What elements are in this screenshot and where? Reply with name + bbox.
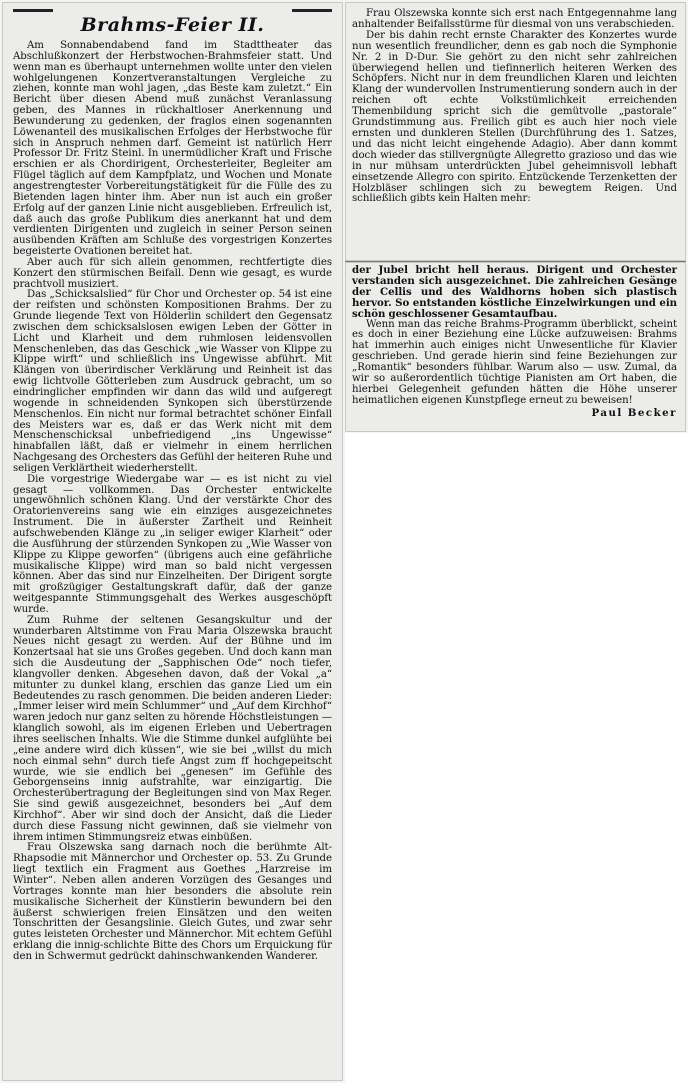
article-column-right-top [345,2,686,261]
headline-rule-right [292,9,332,12]
paragraph: Zum Ruhme der seltenen Gesangskultur und der wunderbaren Altstimme von Frau Maria Olszewska braucht Neues nicht gesagt zu werden. Auf der Bühne und im Konzertsaal hat sie uns Großes gegeben. Und doch kann man sich die Ausdeutung der „Sapphischen Ode“ noch tiefer, klangvoller denken. Abgesehen davon, daß der Vokal „a“ mitunter zu dunkel klang, erschien das ganze Lied um ein Bedeutendes zu rasch genommen. Die beiden anderen Lieder: „Immer leiser wird mein Schlummer“ und „Auf dem Kirchhof“ waren jedoch nur ganz selten zu hörende Höchstleistungen — klanglich sowohl, als im eigenen Erleben und Uebertragen ihres seelischen Inhalts. Wie die Stimme dunkel aufglühte bei „eine andere wird dich küssen“, wie sie bei „willst du mich noch einmal sehn“ durch tiefe Angst zum ff hochgepeitscht wurde, wie sie endlich bei „genesen“ im Gefühle des Geborgenseins innig aufstrahlte, war einzigartig. Die Orchesterübertragung der Begleitungen sind von Max Reger. Sie sind gewiß ausgezeichnet, besonders bei „Auf dem Kirchhof“. Aber wir sind doch der Ansicht, daß die Lieder durch diese Fassung nicht gewinnen, daß sie vielmehr von ihrem intimen Stimmungsreiz etwas einbüßen. [13,614,332,843]
paragraph: Aber auch für sich allein genommen, rechtfertigte dies Konzert den stürmischen Beifall. Denn wie gesagt, es wurde prachtvoll musiziert. [13,256,332,290]
empty-background [345,433,688,1083]
signature-line [352,408,677,419]
author-signature: Paul Becker [591,406,677,419]
paragraph: Am Sonnabendabend fand im Stadttheater das Abschlußkonzert der Herbstwochen-Brahmsfeier statt. Und wenn man es überhaupt unternehmen wollte unter den vielen wohlgelungenen Konzertveranstaltungen Vergleiche zu ziehen, konnte man wohl jagen, „das Beste kam zuletzt.“ Ein Bericht über diesen Abend muß zunächst Veranlassung geben, des Mannes in rückhaltloser Anerkennung und Bewunderung zu gedenken, der fraglos einen sogenannten Löwenanteil des musikalischen Erfolges der Herbstwoche für sich in Anspruch nehmen darf. Gemeint ist natürlich Herr Professor Dr. Fritz Steinl. In unermüdlicher Kraft und Frische erschien er als Chordirigent, Orchesterleiter, Begleiter am Flügel täglich auf dem Kampfplatz, und Wochen und Monate angestrengtester Vorbereitungstätigkeit für die Fülle des zu Bietenden lagen hinter ihm. Aber nun ist auch ein großer Erfolg auf der ganzen Linie nicht ausgeblieben. Erfreulich ist, daß auch das große Publikum dies anerkannt hat und dem verdienten Dirigenten und zugleich in seiner Person seinen ausübenden Kräften am Schluße des vorgestrigen Konzertes begeisterte Ovationen bereitet hat. [13,40,332,258]
paragraph: Der bis dahin recht ernste Charakter des Konzertes wurde nun wesentlich freundlicher, denn es gab noch die Symphonie Nr. 2 in D-Dur. Sie gehört zu den nicht sehr zahlreichen überwiegend hellen und tiefinnerlich heiteren Werken des Schöpfers. Nicht nur in dem freundlichen Klaren und leichten Klang der wundervollen Instrumentierung sondern auch in der reichen oft echte Volkstümlichkeit erreichenden Themenbildung spricht sich die gemütvolle „pastorale“ Grundstimmung aus. Freilich gibt es auch hier noch viele ernsten und dunkleren Stellen (Durchführung des 1. Satzes, und das nicht leicht eingehende Adagio). Aber dann kommt doch wieder das stillvergnügte Allegretto grazioso und das wie in nur mühsam unterdrückten Jubel geheimnisvoll lebhaft einsetzende Allegro con spirito. Entzückende Terzenketten der Holzbläser schlingen sich zu bewegtem Reigen. Und schließlich gibts kein Halten mehr: [352,29,677,205]
paragraph: Das „Schicksalslied“ für Chor und Orchester op. 54 ist eine der reifsten und schönsten Kompositionen Brahms. Der zu Grunde liegende Text von Hölderlin schildert den Gegensatz zwischen dem schicksalslosen ewigen Leben der Götter in Licht und Klarheit und dem ruhmlosen leidensvollen Menschenleben, das das Geschick „wie Wasser von Klippe zu Klippe wirft“ und schließlich ins Ungewisse abführt. Mit Klängen von überirdischer Verklärung und Reinheit ist das ewig lichtvolle Götterleben zum Ausdruck gebracht, um so eindringlicher empfinden wir dann das wild und aufgeregt wogende in schneidenden Synkopen sich überstürzende Menschenlos. Ein nicht nur formal betrachtet schöner Einfall des Meisters war es, daß er das Werk nicht mit dem Menschenschicksal unbefriedigend „ins Ungewisse“ hinabfallen läßt, daß er vielmehr in einem herrlichen Nachgesang des Orchesters das Gefühl der heiteren Ruhe und seligen Verklärtheit wiederherstellt. [13,289,332,474]
headline-rule-left [13,9,53,12]
paragraph: Frau Olszewska konnte sich erst nach Entgegennahme lang anhaltender Beifallsstürme für diesmal von uns verabschieden. [352,8,677,30]
article-column-left [2,2,343,1081]
article-column-right-bottom [345,262,686,432]
paragraph: der Jubel bricht hell heraus. Dirigent und Orchester verstanden sich ausgezeichnet. Die zahlreichen Gesänge der Cellis und des Waldhorns hoben sich plastisch hervor. So entstanden köstliche Einzelwirkungen und ein schön geschlossener Gesamtaufbau. [352,264,677,320]
paragraph: Die vorgestrige Wiedergabe war — es ist nicht zu viel gesagt — vollkommen. Das Orchester entwickelte ungewöhnlich schönen Klang. Und der verstärkte Chor des Oratorienvereins sang wie ein einziges ausgezeichnetes Instrument. Die in äußerster Zartheit und Reinheit aufschwebenden Klänge zu „in seliger ewiger Klarheit“ oder die Ausführung der stürzenden Synkopen zu „Wie Wasser von Klippe zu Klippe geworfen“ (übrigens auch eine gefährliche musikalische Klippe) wird man so bald nicht vergessen können. Aber das sind nur Einzelheiten. Der Dirigent sorgte mit großzügiger Gestaltungskraft dafür, daß der ganze weitgespannte Stimmungsgehalt des Werkes ausgeschöpft wurde. [13,473,332,615]
paragraph: Frau Olszewska sang darnach noch die berühmte Alt-Rhapsodie mit Männerchor und Orchester op. 53. Zu Grunde liegt textlich ein Fragment aus Goethes „Harzreise im Winter“. Neben allen anderen Vorzügen des Gesanges und Vortrages konnte man hier besonders die absolute rein musikalische Sicherheit der Künstlerin bewundern bei den äußerst schwierigen freien Einsätzen und den weiten Tonschritten der Gesangslinie. Gleich Gutes, und zwar sehr gutes leisteten Orchester und Männerchor. Mit echtem Gefühl erklang die innig-schlichte Bitte des Chors um Erquickung für den in Schwermut gedrückt dahinschwankenden Wanderer. [13,842,332,962]
paragraph: Wenn man das reiche Brahms-Programm überblickt, scheint es doch in einer Beziehung eine Lücke aufzuweisen: Brahms hat immerhin auch einiges nicht Unwesentliche für Klavier geschrieben. Und gerade hierin sind feine Beziehungen zur „Romantik“ besonders fühlbar. Warum also — usw. Zumal, da wir so außerordentlich tüchtige Pianisten am Ort haben, die hierbei Gelegenheit gefunden hätten die Höhe unserer heimatlichen eigenen Kunstpflege erneut zu beweisen! [352,318,677,406]
article-title: Brahms-Feier II. [80,14,265,36]
